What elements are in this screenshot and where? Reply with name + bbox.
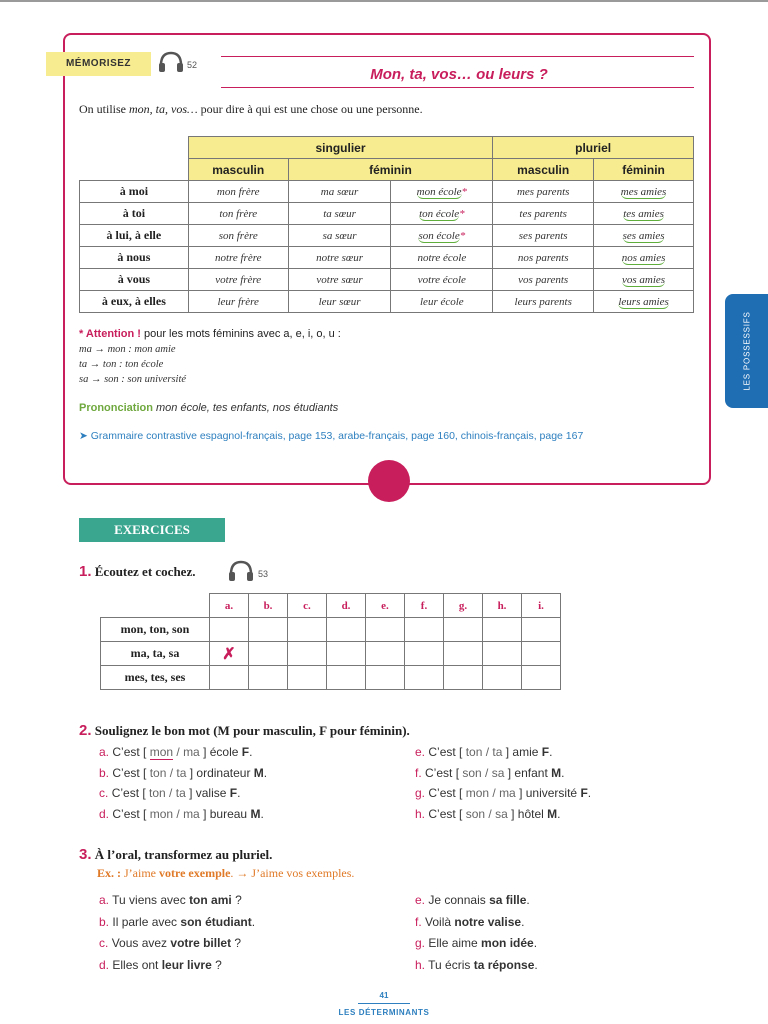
option-choice[interactable]: ma bbox=[183, 745, 200, 759]
item-pre: C’est [ bbox=[428, 745, 466, 759]
item-letter: d. bbox=[99, 806, 110, 821]
example-bold: votre exemple bbox=[159, 866, 231, 880]
option-sep: / bbox=[482, 745, 493, 759]
option-choice[interactable]: ma bbox=[499, 786, 516, 800]
memo-title: Mon, ta, vos… ou leurs ? bbox=[370, 66, 548, 83]
q1-heading bbox=[79, 563, 195, 580]
item-pre: Vous avez bbox=[111, 936, 171, 950]
q3-item bbox=[99, 958, 222, 972]
subheader-masculin-plural: masculin bbox=[493, 159, 594, 181]
checkbox-cell[interactable] bbox=[249, 666, 288, 690]
attention-line: ma → mon : mon amie bbox=[79, 344, 176, 355]
subheader-feminin: féminin bbox=[288, 159, 493, 181]
cell-text: mes amies bbox=[620, 185, 667, 198]
item-post: ? bbox=[211, 957, 222, 972]
cell-text: votre sœur bbox=[316, 273, 363, 286]
pronunciation-label: Prononciation bbox=[79, 402, 153, 414]
gender-mark: F bbox=[241, 745, 250, 759]
table-cell bbox=[391, 247, 493, 269]
grid-corner bbox=[101, 594, 210, 618]
option-choice[interactable]: sa bbox=[495, 806, 508, 821]
q2-title: Soulignez le bon mot (M pour masculin, F pour féminin). bbox=[94, 723, 410, 738]
table-cell bbox=[288, 181, 391, 203]
option-sep: / bbox=[481, 765, 492, 780]
q2-item bbox=[415, 807, 560, 821]
table-cell bbox=[493, 181, 594, 203]
listening-grid bbox=[100, 593, 561, 690]
table-cell bbox=[391, 203, 493, 225]
option-choice[interactable]: ton bbox=[149, 786, 166, 800]
cell-text: vos parents bbox=[518, 273, 569, 286]
attention-line: ta → ton : ton école bbox=[79, 359, 164, 370]
q2-number: 2. bbox=[79, 722, 92, 739]
item-pre: C’est [ bbox=[428, 806, 466, 821]
table-cell bbox=[594, 203, 694, 225]
option-sep: / bbox=[489, 786, 500, 800]
headphones-icon[interactable] bbox=[158, 51, 184, 73]
item-bold: leur livre bbox=[161, 957, 212, 972]
cell-text: mon école bbox=[416, 185, 462, 198]
header-singulier: singulier bbox=[188, 137, 492, 159]
cell-text: ses parents bbox=[518, 229, 568, 242]
cell-text: mes parents bbox=[516, 185, 570, 198]
title-rule-top bbox=[221, 56, 694, 57]
asterisk-mark: * bbox=[459, 207, 465, 220]
checkbox-cell[interactable] bbox=[366, 666, 405, 690]
option-choice[interactable]: ta bbox=[175, 786, 186, 800]
item-letter: f. bbox=[415, 765, 422, 780]
q3-number: 3. bbox=[79, 846, 92, 863]
q2-item bbox=[415, 745, 552, 759]
cell-text: ma sœur bbox=[320, 185, 359, 198]
title-rule-bottom bbox=[221, 87, 694, 88]
item-letter: f. bbox=[415, 914, 422, 929]
option-choice[interactable]: mon bbox=[149, 806, 174, 821]
item-bold: votre billet bbox=[170, 936, 232, 950]
item-pre: Elles ont bbox=[112, 957, 162, 972]
grid-row bbox=[101, 642, 561, 666]
q2-item bbox=[99, 807, 264, 821]
attention-text: pour les mots féminins avec a, e, i, o, u : bbox=[140, 328, 341, 340]
table-row bbox=[80, 181, 694, 203]
grid-row-label: mes, tes, ses bbox=[101, 666, 210, 690]
table-cell bbox=[188, 225, 288, 247]
checkbox-cell[interactable] bbox=[327, 618, 366, 642]
option-sep: / bbox=[173, 806, 184, 821]
option-choice[interactable]: son bbox=[465, 806, 486, 821]
grid-col-header: a. bbox=[210, 594, 249, 618]
cell-text: son frère bbox=[218, 229, 258, 242]
gender-mark: M bbox=[551, 765, 562, 780]
item-end: . bbox=[587, 786, 592, 800]
item-end: . bbox=[549, 745, 553, 759]
q2-item bbox=[415, 786, 591, 800]
table-row bbox=[80, 269, 694, 291]
item-letter: e. bbox=[415, 745, 426, 759]
q3-item bbox=[415, 893, 530, 907]
table-cell bbox=[288, 269, 391, 291]
option-choice[interactable]: ton bbox=[465, 745, 483, 759]
cell-text: leur frère bbox=[217, 295, 259, 308]
cell-text: mon frère bbox=[216, 185, 260, 198]
row-label: à moi bbox=[80, 181, 189, 203]
option-choice[interactable]: ton bbox=[149, 765, 167, 780]
item-letter: g. bbox=[415, 936, 426, 950]
table-cell bbox=[288, 291, 391, 313]
row-label: à vous bbox=[80, 269, 189, 291]
item-letter: a. bbox=[99, 745, 110, 759]
checkbox-cell[interactable] bbox=[522, 618, 561, 642]
cross-mark: ✗ bbox=[222, 645, 236, 663]
cell-text: leur école bbox=[420, 295, 464, 308]
item-post: . bbox=[534, 957, 538, 972]
item-letter: h. bbox=[415, 957, 426, 972]
checkbox-cell[interactable] bbox=[405, 666, 444, 690]
cell-text: tes parents bbox=[519, 207, 567, 220]
cell-text: tes amies bbox=[623, 207, 664, 220]
grid-row-label: mon, ton, son bbox=[101, 618, 210, 642]
grid-row-label: ma, ta, sa bbox=[101, 642, 210, 666]
item-pre: Tu écris bbox=[428, 957, 474, 972]
item-bold: mon idée bbox=[481, 936, 534, 950]
table-corner bbox=[80, 159, 189, 181]
item-end: . bbox=[263, 765, 268, 780]
checkbox-cell[interactable] bbox=[366, 618, 405, 642]
row-label: à nous bbox=[80, 247, 189, 269]
item-letter: b. bbox=[99, 914, 110, 929]
item-pre: C’est [ bbox=[111, 786, 150, 800]
table-cell bbox=[391, 269, 493, 291]
table-cell bbox=[288, 225, 391, 247]
checkbox-cell[interactable] bbox=[366, 642, 405, 666]
table-cell bbox=[391, 181, 493, 203]
item-bold: ton ami bbox=[189, 893, 232, 907]
option-sep: / bbox=[173, 745, 184, 759]
cell-text: votre école bbox=[417, 273, 466, 286]
item-pre: C’est [ bbox=[425, 765, 463, 780]
table-cell bbox=[493, 291, 594, 313]
top-border bbox=[0, 0, 768, 2]
row-label: à toi bbox=[80, 203, 189, 225]
checkbox-cell[interactable] bbox=[210, 642, 249, 666]
gender-mark: M bbox=[547, 806, 558, 821]
gender-mark: F bbox=[229, 786, 238, 800]
asterisk-mark: * bbox=[459, 229, 466, 242]
item-post: . bbox=[251, 914, 256, 929]
item-post: . bbox=[533, 936, 538, 950]
grid-col-header: f. bbox=[405, 594, 444, 618]
q2-item bbox=[415, 766, 564, 780]
intro-text bbox=[79, 102, 423, 117]
option-choice[interactable]: ta bbox=[176, 765, 187, 780]
checkbox-cell[interactable] bbox=[249, 642, 288, 666]
checkbox-cell[interactable] bbox=[249, 618, 288, 642]
q2-item bbox=[99, 766, 267, 780]
grid-col-header: c. bbox=[288, 594, 327, 618]
table-cell bbox=[493, 247, 594, 269]
q1-title: Écoutez et cochez. bbox=[94, 564, 196, 579]
item-letter: b. bbox=[99, 765, 110, 780]
item-letter: a. bbox=[99, 893, 110, 907]
row-label: à eux, à elles bbox=[80, 291, 189, 313]
grid-col-header: i. bbox=[522, 594, 561, 618]
item-pre: C’est [ bbox=[112, 765, 150, 780]
option-choice[interactable]: mon bbox=[465, 786, 490, 800]
item-post: ] amie bbox=[502, 745, 542, 759]
table-row bbox=[80, 291, 694, 313]
item-pre: C’est [ bbox=[428, 786, 466, 800]
item-pre: C’est [ bbox=[112, 806, 150, 821]
grid-row bbox=[101, 666, 561, 690]
cell-text: leurs parents bbox=[514, 295, 572, 308]
checkbox-cell[interactable] bbox=[522, 666, 561, 690]
intro-post: pour dire à qui est une chose ou une personne. bbox=[197, 102, 423, 116]
q3-item bbox=[99, 915, 255, 929]
item-pre: Il parle avec bbox=[112, 914, 181, 929]
cell-text: nos amies bbox=[621, 251, 666, 264]
table-cell bbox=[594, 225, 694, 247]
q2-heading bbox=[79, 722, 410, 739]
item-letter: h. bbox=[415, 806, 426, 821]
cell-text: son école bbox=[418, 229, 460, 242]
checkbox-cell[interactable] bbox=[522, 642, 561, 666]
pronunciation-note bbox=[79, 402, 338, 414]
cell-text: notre sœur bbox=[316, 251, 364, 264]
option-choice[interactable]: ta bbox=[492, 745, 503, 759]
table-cell bbox=[391, 225, 493, 247]
item-post: ] valise bbox=[185, 786, 230, 800]
item-post: ] ordinateur bbox=[186, 765, 254, 780]
track-number: 53 bbox=[258, 569, 269, 579]
page-number: 41 bbox=[379, 991, 389, 1000]
footer-rule bbox=[358, 1003, 410, 1004]
option-sep: / bbox=[166, 765, 177, 780]
item-post: ] enfant bbox=[504, 765, 552, 780]
cell-text: votre frère bbox=[215, 273, 262, 286]
cell-text: ta sœur bbox=[323, 207, 356, 220]
grid-header-row bbox=[101, 594, 561, 618]
cell-text: ton école bbox=[419, 207, 460, 220]
checkbox-cell[interactable] bbox=[288, 666, 327, 690]
example-pre: J’aime bbox=[121, 866, 159, 880]
item-bold: notre valise bbox=[454, 914, 522, 929]
checkbox-cell[interactable] bbox=[405, 618, 444, 642]
item-letter: e. bbox=[415, 893, 426, 907]
q3-item bbox=[415, 915, 524, 929]
cell-text: notre frère bbox=[214, 251, 262, 264]
grid-col-header: g. bbox=[444, 594, 483, 618]
item-post: ] université bbox=[515, 786, 581, 800]
cell-text: sa sœur bbox=[322, 229, 357, 242]
item-post: ] hôtel bbox=[507, 806, 548, 821]
table-cell bbox=[493, 203, 594, 225]
cell-text: vos amies bbox=[622, 273, 666, 286]
cell-text: notre école bbox=[417, 251, 467, 264]
header-pluriel: pluriel bbox=[493, 137, 694, 159]
item-pre: Tu viens avec bbox=[112, 893, 190, 907]
subheader-masculin: masculin bbox=[188, 159, 288, 181]
checkbox-cell[interactable] bbox=[288, 618, 327, 642]
headphones-icon[interactable] bbox=[228, 560, 254, 582]
table-cell bbox=[188, 291, 288, 313]
q3-title: À l’oral, transformez au pluriel. bbox=[94, 847, 273, 862]
asterisk-mark: * bbox=[461, 185, 468, 198]
item-post: . bbox=[521, 914, 525, 929]
attention-line: sa → son : son université bbox=[79, 374, 187, 385]
table-cell bbox=[493, 269, 594, 291]
item-pre: C’est [ bbox=[112, 745, 150, 759]
q3-item bbox=[99, 936, 241, 950]
cell-text: nos parents bbox=[517, 251, 569, 264]
footer-section: LES DÉTERMINANTS bbox=[338, 1008, 430, 1017]
item-bold: ta réponse bbox=[473, 957, 535, 972]
example-post: . → J’aime vos exemples. bbox=[230, 866, 355, 880]
option-choice[interactable]: sa bbox=[491, 765, 505, 780]
grid-col-header: h. bbox=[483, 594, 522, 618]
item-post: ] bureau bbox=[199, 806, 251, 821]
checkbox-cell[interactable] bbox=[444, 642, 483, 666]
q3-example bbox=[97, 866, 354, 881]
q2-item bbox=[99, 745, 252, 759]
q2-item bbox=[99, 786, 240, 800]
exercices-tag: EXERCICES bbox=[79, 518, 225, 542]
item-end: . bbox=[561, 765, 565, 780]
grid-row bbox=[101, 618, 561, 642]
item-end: . bbox=[249, 745, 253, 759]
pronunciation-text: mon école, tes enfants, nos étudiants bbox=[156, 402, 339, 414]
table-cell bbox=[188, 203, 288, 225]
attention-note bbox=[79, 328, 341, 340]
item-pre: Elle aime bbox=[428, 936, 482, 950]
checkbox-cell[interactable] bbox=[483, 618, 522, 642]
checkbox-cell[interactable] bbox=[405, 642, 444, 666]
q3-heading bbox=[79, 846, 272, 863]
item-post: ? bbox=[231, 936, 242, 950]
item-letter: g. bbox=[415, 786, 426, 800]
option-sep: / bbox=[485, 806, 496, 821]
item-pre: Voilà bbox=[425, 914, 455, 929]
table-row bbox=[80, 203, 694, 225]
checkbox-cell[interactable] bbox=[210, 666, 249, 690]
item-end: . bbox=[260, 806, 264, 821]
possessives-table bbox=[79, 136, 694, 313]
table-cell bbox=[594, 247, 694, 269]
q3-item bbox=[415, 936, 537, 950]
checkbox-cell[interactable] bbox=[288, 642, 327, 666]
checkbox-cell[interactable] bbox=[483, 642, 522, 666]
checkbox-cell[interactable] bbox=[327, 642, 366, 666]
side-tab-possessifs[interactable] bbox=[725, 294, 768, 408]
option-choice[interactable]: son bbox=[462, 765, 482, 780]
side-tab-label: LES POSSESSIFS bbox=[742, 311, 751, 391]
grid-col-header: d. bbox=[327, 594, 366, 618]
track-number: 52 bbox=[187, 60, 198, 70]
gender-mark: M bbox=[253, 765, 264, 780]
memorisez-tag: MÉMORISEZ bbox=[46, 52, 151, 76]
item-letter: c. bbox=[99, 786, 109, 800]
possessives-body bbox=[80, 181, 694, 313]
item-pre: Je connais bbox=[428, 893, 490, 907]
option-sep: / bbox=[165, 786, 176, 800]
cell-text: ton frère bbox=[219, 207, 258, 220]
table-cell bbox=[188, 247, 288, 269]
item-letter: d. bbox=[99, 957, 110, 972]
item-post: ? bbox=[231, 893, 242, 907]
subheader-feminin-plural: féminin bbox=[594, 159, 694, 181]
table-row bbox=[80, 225, 694, 247]
table-cell bbox=[594, 269, 694, 291]
item-bold: son étudiant bbox=[180, 914, 252, 929]
option-choice[interactable]: ma bbox=[183, 806, 200, 821]
grid-col-header: b. bbox=[249, 594, 288, 618]
cell-text: ses amies bbox=[622, 229, 665, 242]
grid-col-header: e. bbox=[366, 594, 405, 618]
attention-label: * Attention ! bbox=[79, 328, 141, 340]
item-post: ] école bbox=[199, 745, 242, 759]
item-end: . bbox=[557, 806, 561, 821]
q3-item bbox=[415, 958, 538, 972]
option-choice[interactable]: mon bbox=[149, 745, 174, 759]
table-cell bbox=[594, 181, 694, 203]
intro-pre: On utilise bbox=[79, 102, 129, 116]
table-cell bbox=[391, 291, 493, 313]
checkbox-cell[interactable] bbox=[327, 666, 366, 690]
table-cell bbox=[493, 225, 594, 247]
item-end: . bbox=[237, 786, 241, 800]
table-cell bbox=[188, 269, 288, 291]
table-corner bbox=[80, 137, 189, 159]
table-row bbox=[80, 247, 694, 269]
table-cell bbox=[594, 291, 694, 313]
item-letter: c. bbox=[99, 936, 109, 950]
gender-mark: F bbox=[541, 745, 550, 759]
intro-italic: mon, ta, vos… bbox=[129, 102, 198, 116]
q1-number: 1. bbox=[79, 563, 92, 580]
checkbox-cell[interactable] bbox=[444, 618, 483, 642]
item-bold: sa fille bbox=[489, 893, 527, 907]
item-post: . bbox=[526, 893, 530, 907]
cell-text: leur sœur bbox=[318, 295, 361, 308]
checkbox-cell[interactable] bbox=[210, 618, 249, 642]
table-cell bbox=[288, 203, 391, 225]
q3-item bbox=[99, 893, 242, 907]
checkbox-cell[interactable] bbox=[483, 666, 522, 690]
table-cell bbox=[288, 247, 391, 269]
cell-text: leurs amies bbox=[618, 295, 669, 308]
row-label: à lui, à elle bbox=[80, 225, 189, 247]
grammar-reference-link[interactable]: ➤ Grammaire contrastive espagnol-français, page 153, arabe-français, page 160, chinois-français, page 167 bbox=[79, 430, 584, 442]
decorative-dot bbox=[368, 460, 410, 502]
gender-mark: F bbox=[580, 786, 588, 800]
gender-mark: M bbox=[250, 806, 261, 821]
checkbox-cell[interactable] bbox=[444, 666, 483, 690]
table-cell bbox=[188, 181, 288, 203]
example-label: Ex. : bbox=[97, 866, 121, 880]
